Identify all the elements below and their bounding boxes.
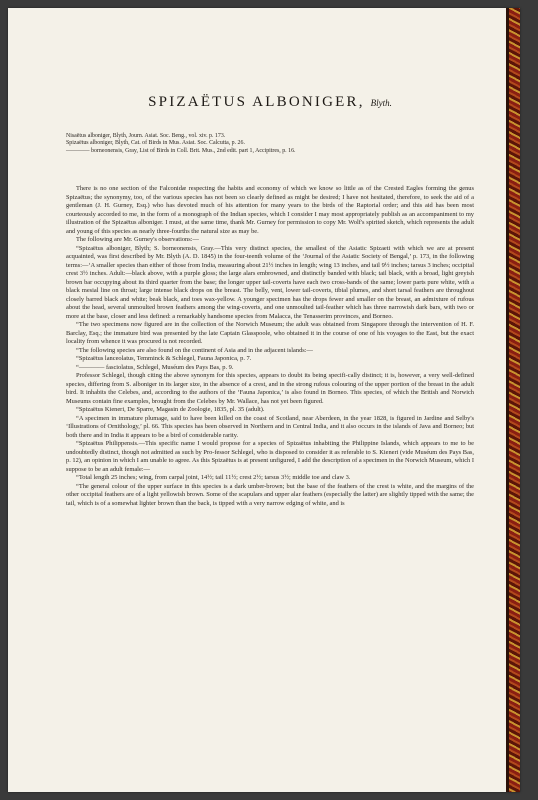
book-page [8, 8, 520, 792]
synonym-line: ———— borneonensis, Gray, List of Birds in Coll. Brit. Mus., 2nd edit. part 1, Accipitres, p. 16. [66, 147, 296, 154]
page-content [66, 94, 474, 508]
book-binding-edge [506, 8, 520, 792]
body-paragraph: “The following species are also found on the continent of Asia and in the adjacent islands:— [76, 346, 313, 354]
species-name: SPIZAËTUS ALBONIGER, [148, 94, 365, 110]
synonym-line: Spizaëtus alboniger, Blyth, Cat. of Birds in Mus. Asiat. Soc. Calcutta, p. 26. [66, 140, 245, 147]
species-title [66, 94, 474, 111]
body-paragraph: “A specimen in immature plumage, said to have been killed on the coast of Scotland, near Aberdeen, in the year 1828, is figured in Jardine and Selby's ‘Illustrations of Ornithology,’ pl. 66. This species has been observed in Northern and in Central India, and it also occurs in the islands of Java and Borneo; but both there and in India it appears to be a bird of considerable rarity. [66, 414, 474, 439]
body-paragraph: Professor Schlegel, though citing the above synonym for this species, appears to doubt its being specifi-cally distinct; it is, however, a very well-defined species, differing from S. alboniger in its larger size, in the absence of a crest, and in the strong rufous colouring of the upper portion of the breast in the adult bird. It inhabits the Celebes, and, according to the authors of the ‘Fauna Japonica,’ is also found in Borneo. This species, of which the British and Norwich Museums contain fine examples, brought from the Celebes by Mr. Wallace, has not yet been figured. [66, 372, 474, 405]
body-text [66, 185, 474, 508]
body-paragraph: The following are Mr. Gurney's observations:— [76, 236, 199, 244]
body-paragraph: “The two specimens now figured are in the collection of the Norwich Museum; the adult was obtained from Singapore through the intervention of H. F. Barclay, Esq.; the immature bird was presented by the late Captain Glasspoole, who obtained it in the course of one of his voyages to the East, but the exact locality from whence it was procured is not recorded. [66, 321, 474, 346]
body-paragraph: “Total length 25 inches; wing, from carpal joint, 14½; tail 11½; crest 2½; tarsus 3½; middle toe and claw 3. [76, 474, 351, 482]
body-paragraph: “———— fasciolatus, Schlegel, Muséum des Pays Bas, p. 9. [76, 363, 234, 371]
synonymy-list [66, 133, 474, 155]
body-paragraph: “Spizaëtus alboniger, Blyth; S. borneonensis, Gray.—This very distinct species, the smallest of the Asiatic Spizaeti with which we are at present acquainted, was first described by Mr. Blyth (A. D. 1845) in the four-teenth volume of the ‘Journal of the Asiatic Society of Bengal,’ p. 173, in the following terms:—‘A smaller species than either of those from India, measuring about 21½ inches in length; wing 13 inches, and tail 9½ inches; tarsus 3 inches; occipital crest 3½ inches. Adult:—black above, with a purple gloss; the large alars embrowned, and distinctly banded with black; tail black, with a broad, light greyish brown bar occupying about its third quarter from the base; the longer upper tail-coverts have each two cross-bands of the same; lower parts pure white, with a black mesial line on throat; large intense black drops on the breast. The belly, vent, lower tail-coverts, tibial plumes, and short tarsal feathers are throughout closely barred black and white; beak black, and toes wax-yellow. A younger specimen has the drops fewer and smaller on the breast, an admixture of rufous about the head, several unmoulted brown feathers among the wing-coverts, and one unmoulted tail-feather which has three narrowish dark bars, with two or more at the base, closer and less defined: a remarkably handsome species from Malacca, the Tenasserim provinces, and Borneo. [66, 244, 474, 320]
species-authority: Blyth. [370, 98, 392, 108]
synonym-line: Nisaëtus alboniger, Blyth, Journ. Asiat. Soc. Beng., vol. xiv. p. 173. [66, 133, 226, 139]
body-paragraph: “Spizaëtus Philippensis.—This specific name I would propose for a species of Spizaëtus inhabiting the Philippine Islands, which appears to me to be undoubtedly distinct, though not admitted as such by Pro-fessor Schlegel, who is disposed to consider it as referable to S. Kieneri (vide Muséum des Pays Bas, p. 12), an opinion in which I am unable to agree. As this Spizaëtus is at present unfigured, I add the description of a specimen in the Norwich Museum, which I suppose to be an adult female:— [66, 440, 474, 473]
body-paragraph: “Spizaëtus Kieneri, De Sparre, Magasin de Zoologie, 1835, pl. 35 (adult). [76, 406, 265, 414]
body-paragraph: “Spizaëtus lanceolatus, Temminck & Schlegel, Fauna Japonica, p. 7. [76, 355, 252, 363]
body-paragraph: “The general colour of the upper surface in this species is a dark umber-brown; but the base of the feathers of the crest is white, and the margins of the other occipital feathers are of a light yellowish brown. Some of the scapulars and upper alar feathers (especially the latter) are slightly tipped with the same; the tail, which is of a somewhat lighter brown than the back, is tipped with a very narrow edging of white, and is [66, 482, 474, 507]
body-paragraph: There is no one section of the Falconidæ respecting the habits and economy of which we know so little as of the Crested Eagles forming the genus Spizaëtus; the synonymy, too, of the various species has not been so clearly defined as might be desired; I have not hesitated, therefore, to seek the aid of a gentleman (J. H. Gurney, Esq.) who has devoted much of his attention for many years to the birds of the Raptorial order; and this aid has been most courteously accorded to me, in the form of a monograph of the Indian species, which I consider I may most appropriately publish as an accompaniment to my illustration of the Spizaëtus alboniger. I must, at the same time, thank Mr. Gurney for permission to copy Mr. Wolf's spirited sketch, which represents the adult and young of this species as nearly three-fourths the natural size as may be. [66, 185, 474, 235]
